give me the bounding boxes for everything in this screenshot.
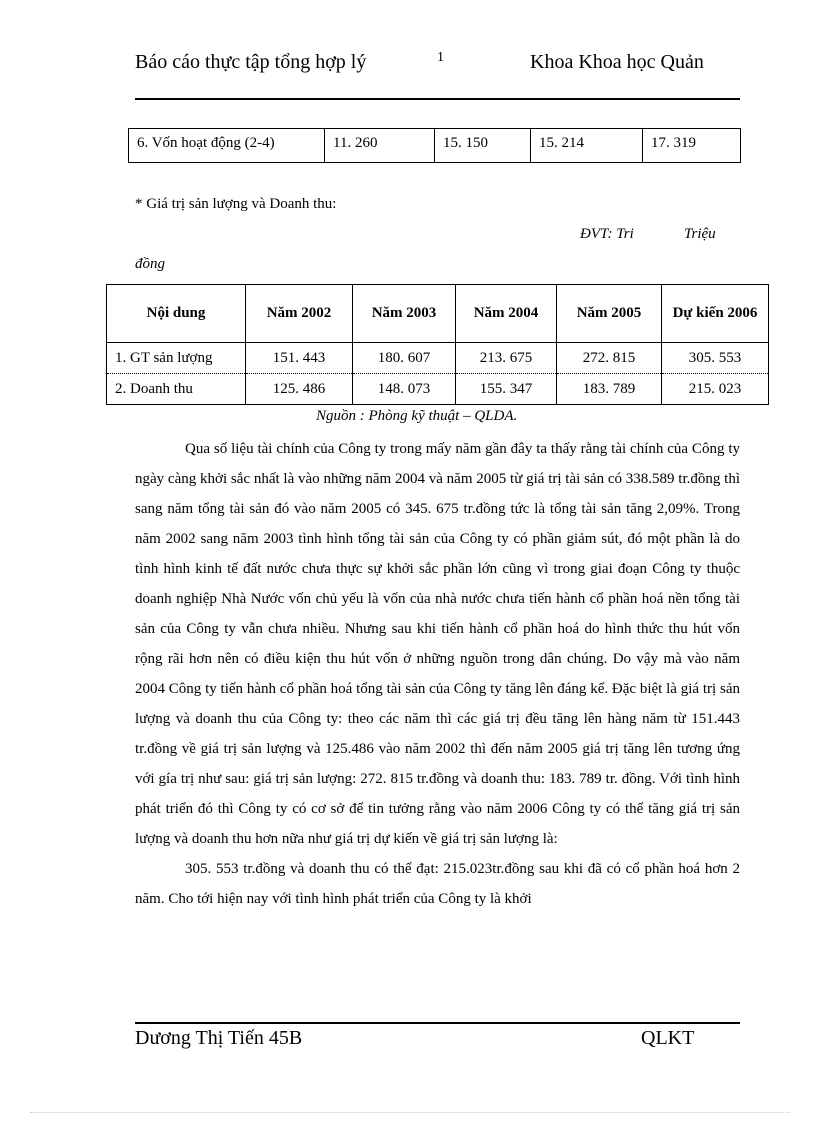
header-department: Khoa Khoa học Quản: [530, 51, 704, 73]
table-source-note: Nguồn : Phòng kỹ thuật – QLDA.: [316, 408, 518, 424]
column-header: Năm 2004: [456, 285, 557, 343]
working-capital-table: [128, 128, 741, 163]
table-cell: 6. Vốn hoạt động (2-4): [129, 129, 325, 163]
page-edge-divider: [30, 1112, 790, 1113]
table-cell: 125. 486: [246, 374, 353, 405]
row-label: 2. Doanh thu: [107, 374, 246, 405]
section-title: * Giá trị sản lượng và Doanh thu:: [135, 196, 337, 212]
table-header-row: [107, 285, 769, 343]
header-title: Báo cáo thực tập tổng hợp lý: [135, 51, 367, 73]
paragraph: Qua số liệu tài chính của Công ty trong mấy năm gần đây ta thấy rằng tài chính của Công ty ngày càng khởi sắc nhất là vào những năm 2004 và năm 2005 từ giá trị tài sản có 338.589 tr.đồng thì sang năm tổng tài sản đó vào năm 2005 có 345. 675 tr.đồng tức là tổng tài sản tăng 2,09%. Trong năm 2002 sang năm 2003 tình hình tổng tài sản của Công ty có phần giảm sút, đó một phần là do tình hình kinh tế đất nước chưa thực sự khởi sắc phần lớn cũng vì trong giai đoạn Công ty thuộc doanh nghiệp Nhà Nước vốn chủ yếu là vốn của nhà nước chưa tiến hành cổ phần hoá nền tổng tài sản của Công ty vẫn chưa nhiều. Nhưng sau khi tiến hành cổ phần hoá do hình thức thu hút vốn rộng rãi hơn nên có điều kiện thu hút vốn ở những nguồn trong dân chúng. Do vậy mà vào năm 2004 Công ty tiến hành cổ phần hoá tổng tài sản của Công ty tăng lên đáng kể. Đặc biệt là giá trị sản lượng và doanh thu của Công ty: theo các năm thì các giá trị đều tăng lên hàng năm từ 151.443 tr.đồng về giá trị sản lượng và 125.486 vào năm 2002 thì đến năm 2005 giá trị tăng lên tương ứng với gía trị như sau: giá trị sản lượng: 272. 815 tr.đồng và doanh thu: 183. 789 tr. đồng. Với tình hình phát triển đó thì Công ty có cơ sở để tin tưởng rằng vào năm 2006 Công ty có thể tăng giá trị sản lượng và doanh thu hơn nữa như giá trị dự kiến về giá trị sản lượng là:: [135, 441, 740, 847]
column-header: Năm 2003: [353, 285, 456, 343]
table-cell: 148. 073: [353, 374, 456, 405]
body-text: [135, 434, 740, 914]
table-cell: 180. 607: [353, 343, 456, 374]
column-header: Năm 2005: [557, 285, 662, 343]
table-row: [107, 374, 769, 405]
column-header: Năm 2002: [246, 285, 353, 343]
unit-label-part2: Triệu: [684, 226, 716, 242]
table-cell: 213. 675: [456, 343, 557, 374]
unit-label-part1: ĐVT: Tri: [580, 226, 634, 242]
unit-label-part3: đồng: [135, 256, 165, 272]
table-cell: 215. 023: [662, 374, 769, 405]
table-row: [129, 129, 741, 163]
table-cell: 305. 553: [662, 343, 769, 374]
paragraph: 305. 553 tr.đồng và doanh thu có thể đạt: 215.023tr.đồng sau khi đã có cổ phần hoá hơn 2 năm. Cho tới hiện nay với tình hình phát triển của Công ty là khởi: [135, 861, 740, 907]
table-row: [107, 343, 769, 374]
column-header: Nội dung: [107, 285, 246, 343]
footer-author: Dương Thị Tiến 45B: [135, 1027, 303, 1049]
table-cell: 151. 443: [246, 343, 353, 374]
table-cell: 15. 214: [531, 129, 643, 163]
column-header: Dự kiến 2006: [662, 285, 769, 343]
table-cell: 11. 260: [325, 129, 435, 163]
header-rule: [135, 98, 740, 100]
page-number: 1: [437, 50, 444, 65]
row-label: 1. GT sản lượng: [107, 343, 246, 374]
output-revenue-table: [106, 284, 769, 405]
table-cell: 155. 347: [456, 374, 557, 405]
table-cell: 17. 319: [643, 129, 741, 163]
footer-rule: [135, 1022, 740, 1024]
table-cell: 272. 815: [557, 343, 662, 374]
table-cell: 15. 150: [435, 129, 531, 163]
footer-class: QLKT: [641, 1027, 695, 1049]
table-cell: 183. 789: [557, 374, 662, 405]
